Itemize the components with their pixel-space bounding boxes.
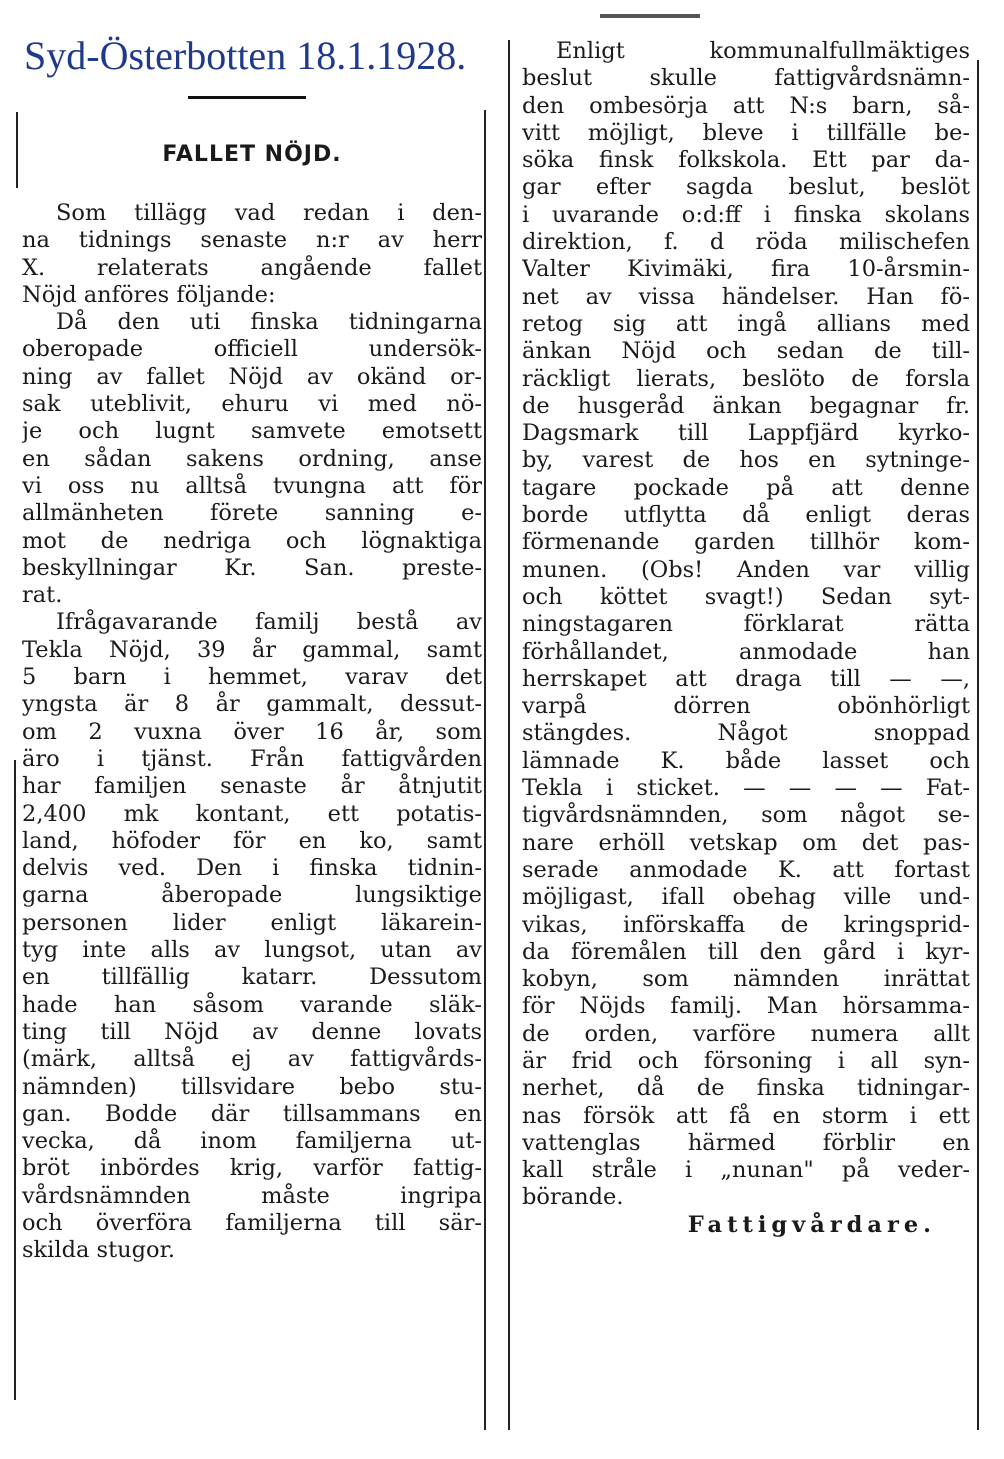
article-signature: Fattigvårdare.	[687, 1211, 936, 1238]
text-line: vikas, införskaffa de kringsprid-	[522, 911, 970, 938]
text-line: och överföra familjerna till sär-	[22, 1209, 482, 1236]
text-line: om 2 vuxna över 16 år, som	[22, 718, 482, 745]
text-line: sak uteblivit, ehuru vi med nö-	[22, 391, 482, 418]
text-line: garna åberopade lungsiktige	[22, 882, 482, 909]
text-line: retog sig att ingå allians med	[522, 310, 970, 337]
text-line: börande.	[522, 1184, 624, 1211]
text-line: varpå dörren obönhörligt	[522, 693, 970, 720]
article-left-column	[22, 200, 482, 1265]
text-line: de orden, varföre numera allt	[522, 1020, 970, 1047]
text-line: nämnden) tillsvidare bebo stu-	[22, 1073, 482, 1100]
text-line: Som tillägg vad redan i den-	[56, 200, 482, 226]
text-line: kall stråle i „nunan" på veder-	[522, 1157, 970, 1184]
text-line: tagare pockade på att denne	[522, 474, 970, 501]
text-line: yngsta är 8 år gammalt, dessut-	[22, 691, 482, 718]
text-line: en tillfällig katarr. Dessutom	[22, 964, 482, 991]
text-line: vecka, då inom familjerna ut-	[22, 1128, 482, 1155]
text-line: vårdsnämnden måste ingripa	[22, 1182, 482, 1209]
text-line: serade anmodade K. att fortast	[522, 856, 970, 883]
text-line: (märk, alltså ej av fattigvårds-	[22, 1046, 482, 1073]
text-line: personen lider enligt läkarein-	[22, 909, 482, 936]
text-line: na tidnings senaste n:r av herr	[22, 227, 482, 254]
text-line: nerhet, då de finska tidningar-	[522, 1075, 970, 1102]
text-line: och köttet svagt!) Sedan syt-	[522, 583, 970, 610]
source-date-title: Syd-Österbotten 18.1.1928.	[24, 33, 467, 78]
column-divider	[508, 40, 510, 1430]
text-line: mot de nedriga och lögnaktiga	[22, 527, 482, 554]
text-line: vi oss nu alltså tvungna att för	[22, 472, 482, 499]
text-line: net av vissa händelser. Han fö-	[522, 283, 970, 310]
text-line: stängdes. Något snoppad	[522, 720, 970, 747]
text-line: äro i tjänst. Från fattigvården	[22, 745, 482, 772]
text-line: direktion, f. d röda milischefen	[522, 229, 970, 256]
text-line: nare erhöll vetskap om det pas-	[522, 829, 970, 856]
clipped-text-fragment	[600, 10, 700, 18]
text-line: möjligast, ifall obehag ville und-	[522, 884, 970, 911]
text-line: gar efter sagda beslut, beslöt	[522, 174, 970, 201]
text-line: söka finsk folkskola. Ett par da-	[522, 147, 970, 174]
text-line: 2,400 mk kontant, ett potatis-	[22, 800, 482, 827]
text-line: beslut skulle fattigvårdsnämn-	[522, 65, 970, 92]
text-line: Ifrågavarande familj bestå av	[56, 609, 482, 636]
text-line: lämnade K. både lasset och	[522, 747, 970, 774]
text-line: Tekla i sticket. — — — — Fat-	[522, 775, 970, 802]
text-line: förmenande garden tillhör kom-	[522, 529, 970, 556]
text-line: nas försök att få en storm i ett	[522, 1102, 970, 1129]
text-line: borde utflytta då enligt deras	[522, 502, 970, 529]
text-line: räckligt lierats, beslöto de forsla	[522, 365, 970, 392]
right-edge-rule	[977, 60, 979, 1430]
text-line: är frid och försoning i all syn-	[522, 1047, 970, 1074]
text-line: för Nöjds familj. Man hörsamma-	[522, 993, 970, 1020]
text-line: delvis ved. Den i finska tidnin-	[22, 855, 482, 882]
text-line: tyg inte alls av lungsot, utan av	[22, 937, 482, 964]
text-line: X. relaterats angående fallet	[22, 254, 482, 281]
text-line: by, varest de hos en sytninge-	[522, 447, 970, 474]
text-line: Enligt kommunalfullmäktiges	[556, 38, 970, 64]
text-line: Då den uti finska tidningarna	[56, 309, 482, 336]
text-line: je och lugnt samvete emotsett	[22, 418, 482, 445]
text-line: i uvarande o:d:ff i finska skolans	[522, 201, 970, 228]
text-line: beskyllningar Kr. San. preste-	[22, 554, 482, 581]
article-headline: FALLET NÖJD.	[162, 142, 342, 167]
text-line: 5 barn i hemmet, varav det	[22, 664, 482, 691]
text-line: änkan Nöjd och sedan de till-	[522, 338, 970, 365]
text-line: den ombesörja att N:s barn, så-	[522, 92, 970, 119]
text-line: skilda stugor.	[22, 1237, 176, 1264]
text-line: Nöjd anföres följande:	[22, 281, 276, 308]
text-line: herrskapet att draga till — —,	[522, 665, 970, 692]
text-line: land, höfoder för en ko, samt	[22, 827, 482, 854]
text-line: gan. Bodde där tillsammans en	[22, 1100, 482, 1127]
text-line: bröt inbördes krig, varför fattig-	[22, 1155, 482, 1182]
text-line: da föremålen till den gård i kyr-	[522, 938, 970, 965]
left-edge-rule	[16, 112, 18, 188]
left-edge-rule-lower	[14, 760, 16, 1400]
text-line: de husgeråd änkan begagnar fr.	[522, 392, 970, 419]
text-line: Tekla Nöjd, 39 år gammal, samt	[22, 636, 482, 663]
text-line: munen. (Obs! Anden var villig	[522, 556, 970, 583]
text-line: ting till Nöjd av denne lovats	[22, 1018, 482, 1045]
text-line: vattenglas härmed förblir en	[522, 1129, 970, 1156]
text-line: vitt möjligt, bleve i tillfälle be-	[522, 119, 970, 146]
text-line: förhållandet, anmodade han	[522, 638, 970, 665]
text-line: oberopade officiell undersök-	[22, 336, 482, 363]
text-line: kobyn, som nämnden inrättat	[522, 966, 970, 993]
text-line: allmänheten förete sanning e-	[22, 500, 482, 527]
text-line: tigvårdsnämnden, som något se-	[522, 802, 970, 829]
text-line: hade han såsom varande släk-	[22, 991, 482, 1018]
text-line: ningstagaren förklarat rätta	[522, 611, 970, 638]
headline-rule	[188, 96, 306, 99]
column-divider-inner	[484, 110, 486, 1430]
text-line: har familjen senaste år åtnjutit	[22, 773, 482, 800]
article-right-column	[522, 38, 970, 1239]
text-line: ning av fallet Nöjd av okänd or-	[22, 363, 482, 390]
text-line: Valter Kivimäki, fira 10-årsmin-	[522, 256, 970, 283]
text-line: Dagsmark till Lappfjärd kyrko-	[522, 420, 970, 447]
text-line: en sådan sakens ordning, anse	[22, 445, 482, 472]
text-line: rat.	[22, 582, 63, 609]
